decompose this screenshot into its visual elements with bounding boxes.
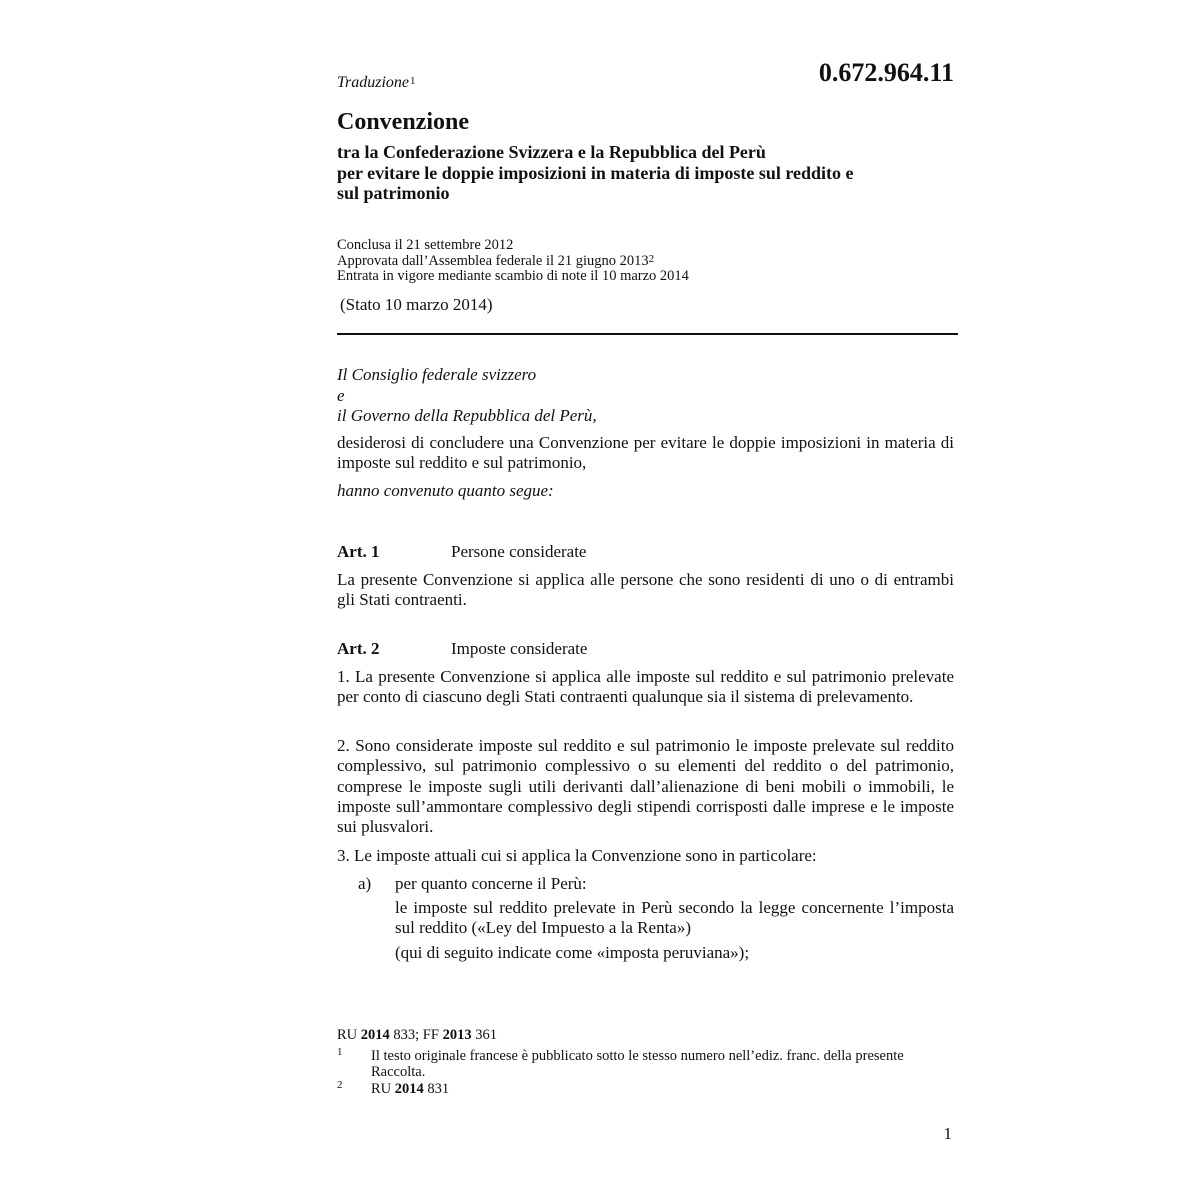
header-divider: [337, 333, 958, 335]
subtitle-line: sul patrimonio: [337, 183, 450, 203]
preamble-conjunction: e: [337, 386, 345, 405]
article-2-paragraph-2: 2. Sono considerate imposte sul reddito e sul patrimonio le imposte prelevate sul reddito complessivo, sul patrimonio complessivo o su elementi del reddito o del patrimonio, comprese le imposte sugli utili derivanti dall’alienazione di beni mobili o immobili, le imposte sull’ammontare complessivo degli stipendi corrisposti dalle imprese e le imposte sui plusvalori.: [337, 736, 954, 837]
subtitle-line: tra la Confederazione Svizzera e la Repubblica del Perù: [337, 142, 766, 162]
concluded-date: Conclusa il 21 settembre 2012: [337, 237, 514, 253]
publication-reference: RU 2014 833; FF 2013 361: [337, 1027, 497, 1043]
article-2-number: Art. 2: [337, 639, 380, 658]
document-meta: [337, 238, 689, 285]
preamble-agreed: hanno convenuto quanto segue:: [337, 481, 554, 500]
footnote-1-text: Il testo originale francese è pubblicato sotto le stesso numero nell’ediz. franc. della presente Raccolta.: [371, 1048, 904, 1080]
footnote-2-number: 2: [337, 1079, 343, 1091]
article-1-number: Art. 1: [337, 542, 380, 561]
page-number: 1: [943, 1124, 952, 1143]
footnote-1-number: 1: [337, 1046, 343, 1058]
document-subtitle: [337, 142, 957, 204]
article-2-paragraph-3: 3. Le imposte attuali cui si applica la Convenzione sono in particolare:: [337, 846, 817, 865]
footnote-ref-1[interactable]: 1: [410, 75, 416, 87]
article-1-paragraph: La presente Convenzione si applica alle persone che sono residenti di uno o di entrambi gli Stati contraenti.: [337, 570, 954, 610]
preamble-intent: desiderosi di concludere una Convenzione per evitare le doppie imposizioni in materia di imposte sul reddito e sul patrimonio,: [337, 433, 954, 473]
subtitle-line: per evitare le doppie imposizioni in materia di imposte sul reddito e: [337, 162, 854, 183]
article-2-paragraph-1: 1. La presente Convenzione si applica alle imposte sul reddito e sul patrimonio prelevate per conto di ciascuno degli Stati contraenti qualunque sia il sistema di prelevamento.: [337, 667, 954, 707]
sr-number: 0.672.964.11: [818, 58, 954, 87]
item-a-intro: per quanto concerne il Perù:: [395, 874, 587, 893]
preamble-party2: il Governo della Repubblica del Perù,: [337, 406, 597, 425]
status-date: (Stato 10 marzo 2014): [340, 295, 493, 314]
translation-label: Traduzione$^1$: [337, 74, 416, 91]
article-2-title: Imposte considerate: [451, 639, 588, 658]
footnote-2-text: RU 2014 831: [371, 1081, 450, 1097]
preamble-party1: Il Consiglio federale svizzero: [337, 365, 537, 384]
item-a-label: a): [358, 874, 372, 893]
document-title: Convenzione: [337, 109, 469, 135]
item-a-note: (qui di seguito indicate come «imposta peruviana»);: [395, 943, 750, 962]
article-1-title: Persone considerate: [451, 542, 587, 561]
entry-into-force: Entrata in vigore mediante scambio di note il 10 marzo 2014: [337, 268, 689, 284]
approval-date: Approvata dall’Assemblea federale il 21 giugno 2013$^2$: [337, 252, 655, 269]
footnote-ref-2[interactable]: 2: [648, 252, 655, 265]
item-a-text: le imposte sul reddito prelevate in Perù secondo la legge concernente l’imposta sul reddito («Ley del Impuesto a la Renta»): [395, 898, 954, 938]
